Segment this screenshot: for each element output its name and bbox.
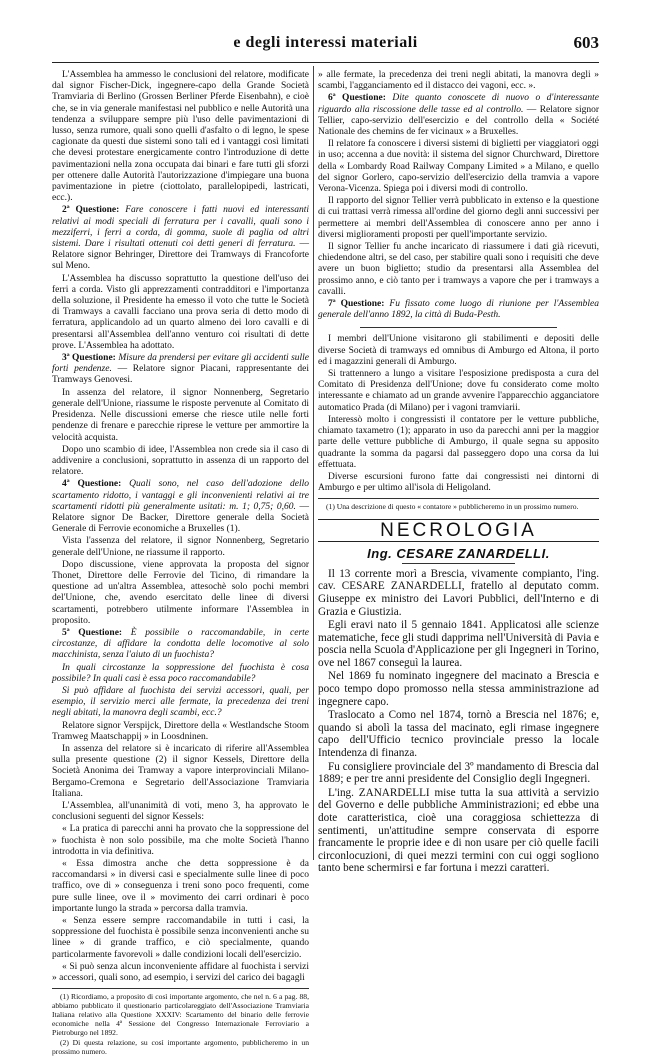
question-subtext: In quali circostanze la soppressione del fuochista è cosa possibile? In quali casi è essa poco raccomandabile? — [52, 662, 309, 684]
question-heading: 6ª Questione: — [328, 93, 386, 104]
question-text: Misure da prendersi per evitare gli accidenti sulle forti pendenze. — [52, 353, 310, 375]
paragraph: I membri dell'Unione visitarono gli stabilimenti e depositi delle diverse Società di tramways ed omnibus di Amburgo ed Altona, il porto ed i magazzini generali di Amburgo. — [318, 334, 599, 367]
left-column — [52, 70, 309, 1057]
question-heading: 2ª Questione: — [62, 205, 120, 216]
question-subtext: Si può affidare al fuochista dei servizi accessori, quali, per esempio, il servizio merci alle fermate, la precedenza dei treni negli abitati, la manovra degli scambi, ecc.? — [52, 685, 309, 719]
paragraph: Il signor Tellier fu anche incaricato di riassumere i dati già ricevuti, chiedendone altri, se del caso, per stabilire quali sono i requisiti che deve avere un buon biglietto; studio da presentarsi alla Assemblea del prossimo anno, e ciò tanto per i tramways a vapore che per i tramways a cavalli. — [318, 242, 599, 297]
question-relatore: — Relatore signor Tellier, capo-servizio dell'esercizio e del controllo della « Société Nationale des chemins de fer vicinaux » a Bruxelles. — [318, 104, 600, 138]
paragraph: Vista l'assenza del relatore, il signor Nonnenberg, Segretario generale dell'Unione, ne riassume il rapporto. — [52, 536, 309, 558]
paragraph: Egli eravi nato il 5 gennaio 1841. Applicatosi alle scienze matematiche, fece gli studi dapprima nell'Università di Pavia e poscia nella Scuola d'Applicazione per gli Ingegneri in Torino, ove nel 1867 conseguì la laurea. — [318, 619, 599, 669]
paragraph: L'Assemblea ha ammesso le conclusioni del relatore, modificate dal signor Fischer-Dick, ingegnere-capo della Grande Società Tramviaria di Berlino (Grossen Berliner Pferde Eisenbahn), e cioè che, se in via generale manifestasi nel pubblico e nelle Autorità una tendenza a sviluppare sempre più l'uso delle pavimentazioni di lusso, senza rumore, quali sono quelli d'asfalto o di legno, le spese cagionate da questi due sistemi sono tali ed i vantaggi così limitati che devesi protestare energicamente contro l'introduzione di dette pavimentazioni nella zona occupata dai binari e fare tutti gli sforzi per ottenere dalle Autorità l'autorizzazione d'impiegare una buona pavimentazione in pietre (ciottolato, parallelopipedi, lastricati, ecc.). — [52, 70, 309, 204]
quoted-paragraph: « La pratica di parecchi anni ha provato che la soppressione del » fuochista è non solo possibile, ma che molte Società l'hanno introdotta in via definitiva. — [52, 824, 309, 857]
question-3 — [52, 353, 309, 387]
obituary-body — [318, 568, 599, 875]
paragraph: Traslocato a Como nel 1874, tornò a Brescia nel 1876; e, quando si abolì la tassa del macinato, egli rimase ingegnere capo dell'Ufficio tecnico provinciale presso la locale Intendenza di finanza. — [318, 709, 599, 760]
question-7 — [318, 299, 599, 321]
footnote: (1) Una descrizione di questo « contatore » pubblicheremo in un prossimo numero. — [326, 502, 579, 512]
question-relatore: — Relatore signor Piacani, rappresentante dei Tramways Genovesi. — [52, 364, 309, 386]
paragraph: Fu consigliere provinciale del 3º mandamento di Brescia dal 1889; e per tre anni presidente del Consiglio degli Ingegneri. — [318, 760, 599, 786]
paragraph: L'Assemblea ha discusso soprattutto la questione dell'uso dei ferri a corda. Visto gli apprezzamenti contradditori e l'importanza della soluzione, il Presidente ha emesso il voto che tutte le Società di Tramways a cavalli facciano una prova seria di detto modo di ferratura, applicandolo ad un quarto almeno dei loro cavalli e di presentarsi all'Assemblea dell'anno venturo coi risultati di dette prove. L'Assemblea ha adottato. — [52, 273, 309, 351]
obituary-name: Ing. CESARE ZANARDELLI. — [367, 545, 550, 561]
question-relatore: — Relatore signor Behringer, Direttore dei Tramways di Francoforte sul Meno. — [52, 239, 309, 272]
paragraph: Diverse escursioni furono fatte dai congressisti nei dintorni di Amburgo e per ultimo all'isola di Heligoland. — [318, 471, 599, 494]
quoted-paragraph: « Senza essere sempre raccomandabile in tutti i casi, la soppressione del fuochista è possibile senza inconvenienti anche su linee » di grande traffico, e ciò specialmente, quando particolarmente favorevoli » dalle condizioni locali dell'esercizio. — [52, 916, 309, 960]
right-column — [318, 70, 599, 876]
question-heading: 5ª Questione: — [62, 627, 123, 638]
paragraph: Il 13 corrente morì a Brescia, vivamente compianto, l'ing. cav. CESARE ZANARDELLI, fratello al deputato comm. Giuseppe ex ministro dei Lavori Pubblici, dell'Interno e di Grazia e Giustizia. — [318, 567, 599, 618]
paragraph: In assenza del relatore, il signor Nonnenberg, Segretario generale dell'Unione, riassume le risposte pervenute al Comitato di Presidenza. Nelle discussioni emerse che riesce utile nelle forti pendenze di frenare e parecchie riprese le vetture per ammortire la velocità acquista. — [52, 387, 309, 443]
paragraph: L'Assemblea, all'unanimità di voti, meno 3, ha approvato le conclusioni seguenti del signor Kessels: — [52, 801, 309, 823]
paragraph: Dopo uno scambio di idee, l'Assemblea non crede sia il caso di addivenire a conclusioni, soprattutto in assenza di un rapporto del relatore. — [52, 444, 309, 478]
header-rule — [52, 62, 599, 63]
paragraph: Il relatore fa conoscere i diversi sistemi di biglietti per viaggiatori oggi in uso; accenna a due novità: il sistema del signor Churchward, Direttore della « Lombardy Road Railway Company Limited » a Milano, e quello del signor Gorlero, capo-servizio dell'esercizio della tramvia a vapore Verona-Vicenza. Spiega poi i diversi modi di controllo. — [318, 139, 599, 195]
paragraph: Si trattennero a lungo a visitare l'esposizione predisposta a cura del Comitato di Presidenza dell'Unione; dove fu considerato come molto interessante e chiamato ad un grande avvenire l'apparecchio agganciatore automatico Prada (di Milano) per i vagoni tramviarii. — [318, 369, 599, 413]
question-text: Fare conoscere i fatti nuovi ed interessanti relativi ai modi speciali di ferratura per i cavalli, quali sono i mezziferri, i ferri a corda, di gomma, suole di paglia od altri sistemi. Dare i risultati ottenuti coi detti generi di ferratura. — [52, 205, 310, 250]
paragraph: Dopo discussione, viene approvata la proposta del signor Thonet, Direttore delle Ferrovie del Ticino, di rimandare la questione ad un'altra Assemblea, attesochè solo pochi membri del'Unione, che, avendo esercitato delle linee di diversi scartamenti, potrebbero utilmente informare l'Assemblea in proposito. — [52, 559, 309, 626]
section-separator — [360, 327, 557, 328]
paragraph: Nel 1869 fu nominato ingegnere del macinato a Brescia e poco tempo dopo promosso nella stessa amministrazione ad ingegnere capo. — [318, 670, 599, 708]
paragraph: Il rapporto del signor Tellier verrà pubblicato in extenso e la questione di cui trattasi verrà rimessa all'ordine del giorno degli anni successivi per permettere ai membri dell'Assemblea di conoscere anno per anno i diversi miglioramenti proposti per quell'importante servizio. — [318, 196, 599, 240]
question-text: Dite quanto conoscete di nuovo o d'interessante riguardo alla riscossione delle tasse ed al controllo. — [318, 93, 600, 115]
question-relatore: — Relatore signor De Backer, Direttore generale della Società Generale di Ferrovie economiche a Bruxelles (1). — [52, 501, 309, 535]
question-6 — [318, 93, 599, 138]
paragraph: Interessò molto i congressisti il contatore per le vetture pubbliche, chiamato taxametro (1); apparato in uso da parecchi anni per la maggior parte delle vetture pubbliche di Amburgo, il quale segna su apposito quadrante la somma da pagarsi dal passeggero dopo una corsa da lui effettuata. — [318, 414, 599, 470]
paragraph: L'ing. ZANARDELLI mise tutta la sua attività a servizio del Governo e delle pubbliche Amministrazioni; ed ebbe una dote caratteristica, cioè una coraggiosa schiettezza di sentimenti, un'attitudine sempre conservata di esporre francamente le proprie idee e di non usare per ciò quelle facili circonlocuzioni, di quei mezzi termini con cui oggi sogliono tanto bene schermirsi e far fortuna i mezzi caratteri. — [318, 786, 599, 875]
running-title: e degli interessi materiali — [233, 34, 418, 51]
footnotes — [52, 988, 309, 1056]
section-title: NECROLOGIA — [380, 520, 537, 542]
question-text: Fu fissato come luogo di riunione per l'Assemblea generale dell'anno 1892, la città di Buda-Pesth. — [318, 299, 599, 321]
page-header — [52, 30, 599, 56]
question-2 — [52, 205, 309, 272]
question-heading: 3ª Questione: — [62, 353, 116, 364]
paragraph: Relatore signor Verspijck, Direttore della « Westlandsche Stoom Tramweg Maatschappij » in Loosdninen. — [52, 720, 309, 742]
question-5 — [52, 628, 309, 662]
question-text: È possibile o raccomandabile, in certe circostanze, di affidare la condotta delle locomotive al solo macchinista, senza l'aiuto di un fuochista? — [52, 627, 310, 661]
question-heading: 7ª Questione: — [328, 299, 385, 310]
question-heading: 4ª Questione: — [62, 479, 122, 490]
question-4 — [52, 479, 309, 535]
column-divider — [313, 66, 314, 860]
footnote: (2) Di questa relazione, su così importante argomento, pubblicheremo in un prossimo numero. — [52, 1038, 309, 1057]
footnote: (1) Ricordiamo, a proposito di così importante argomento, che nel n. 6 a pag. 88, abbiamo pubblicato il questionario particolareggiato dell'Associazione Tramviaria Italiana relativo alla Questione XXXIV: Scartamento del binario delle ferrovie economiche nella 4ª Sessione del Congresso Internazionale Ferroviario a Pietroburgo nel 1892. — [52, 992, 309, 1038]
footnotes — [318, 498, 599, 511]
page-number: 603 — [573, 33, 599, 52]
paragraph: In assenza del relatore si è incaricato di riferire all'Assemblea sulla presente questione (2) il signor Kessels, Direttore della Società Anonima dei Tramway a vapore interprovinciali Milano-Bergamo-Cremona e Segretario dell'Associazione Tramviaria Italiana. — [52, 743, 309, 799]
quoted-paragraph: » alle fermate, la precedenza dei treni negli abitati, la manovra degli » scambi, l'agganciamento ed il distacco dei vagoni, ecc. ». — [318, 70, 599, 92]
quoted-paragraph: « Essa dimostra anche che detta soppressione è da raccomandarsi » in diversi casi e specialmente sulle linee di poco traffico, ove di » conseguenza i treni sono poco frequenti, come pure sulle linee, ove il » movimento dei carri ordinari è poco importante lungo la strada » percorsa dalla tramvia. — [52, 859, 309, 914]
question-text: Quali sono, nel caso dell'adozione dello scartamento ridotto, i vantaggi e gli inconvenienti relativi ai tre scartamenti ridotti più generalmente usitati: m. 1; 0,75; 0,60. — [52, 479, 310, 512]
name-rule — [402, 563, 514, 564]
quoted-paragraph: « Si può senza alcun inconveniente affidare al fuochista i servizi » accessori, quali sono, ad esempio, i servizi del carico dei bagagli — [52, 961, 309, 984]
necrologia-banner — [318, 519, 599, 541]
